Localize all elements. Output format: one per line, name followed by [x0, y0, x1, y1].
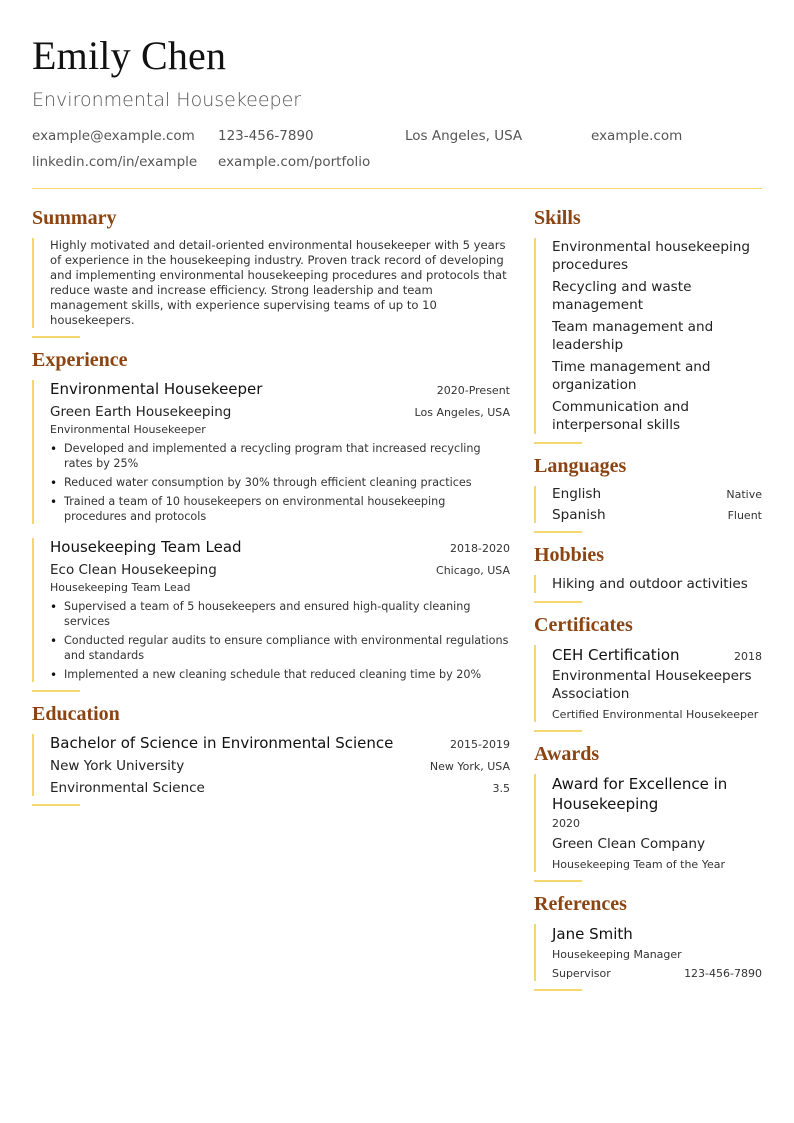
education-field: Environmental Science [50, 780, 205, 796]
language-name: English [552, 486, 602, 502]
summary-body [32, 238, 510, 328]
reference-position: Housekeeping Manager [552, 948, 682, 961]
references-section [534, 892, 762, 991]
certificates-section [534, 613, 762, 732]
languages-heading: Languages [534, 455, 627, 477]
section-underline [534, 730, 582, 732]
job-company: Eco Clean Housekeeping [50, 562, 217, 578]
job-location: Los Angeles, USA [414, 406, 510, 419]
job-role: Housekeeping Team Lead [50, 581, 191, 594]
references-heading: References [534, 893, 627, 915]
job-location: Chicago, USA [436, 564, 510, 577]
certificate-entry [534, 645, 762, 722]
education-section [32, 702, 510, 806]
experience-section [32, 348, 510, 692]
language-row [552, 486, 762, 502]
skill-item: Time management and organization [552, 359, 711, 393]
award-year: 2020 [552, 817, 580, 830]
awards-heading: Awards [534, 743, 600, 765]
job-role: Environmental Housekeeper [50, 423, 206, 436]
hobbies-heading: Hobbies [534, 544, 605, 566]
summary-section [32, 206, 510, 338]
language-level: Native [726, 488, 762, 501]
award-entry [534, 774, 762, 872]
contact-linkedin[interactable]: linkedin.com/in/example [32, 154, 198, 170]
section-underline [534, 531, 582, 533]
job-bullet: • Trained a team of 10 housekeepers on environmental housekeeping procedures and protocols [50, 494, 510, 524]
candidate-title: Environmental Housekeeper [32, 89, 302, 111]
job-title: Housekeeping Team Lead [50, 538, 242, 556]
education-gpa: 3.5 [492, 782, 510, 795]
job-bullet: • Supervised a team of 5 housekeepers and ensured high-quality cleaning services [50, 599, 510, 629]
job-title: Environmental Housekeeper [50, 380, 263, 398]
certificate-name: CEH Certification [552, 646, 680, 664]
language-row [552, 507, 762, 523]
contact-location: Los Angeles, USA [405, 128, 523, 144]
languages-section [534, 454, 762, 533]
award-description: Housekeeping Team of the Year [552, 858, 725, 871]
skills-heading: Skills [534, 207, 581, 229]
section-underline [534, 601, 582, 603]
skills-list [534, 238, 762, 434]
certificate-description: Certified Environmental Housekeeper [552, 708, 759, 721]
languages-list [534, 486, 762, 523]
hobbies-section [534, 543, 762, 603]
award-issuer: Green Clean Company [552, 836, 706, 852]
skills-section [534, 206, 762, 444]
certificates-heading: Certificates [534, 614, 633, 636]
right-column [534, 206, 762, 1001]
awards-section [534, 742, 762, 882]
job-bullet: • Reduced water consumption by 30% through efficient cleaning practices [50, 475, 510, 490]
hobbies-list [534, 575, 762, 593]
award-name: Award for Excellence in Housekeeping [552, 775, 728, 813]
skill-item: Environmental housekeeping procedures [552, 239, 750, 273]
skill-item: Recycling and waste management [552, 279, 692, 313]
job-company: Green Earth Housekeeping [50, 404, 232, 420]
summary-text: Highly motivated and detail-oriented environmental housekeeper with 5 years of experience in the housekeeping industry. Proven track record of developing and implementing environmental housekeeping procedures and protocols that reduce waste and increase efficiency. Strong leadership and team management skills, with experience supervising teams of up to 10 housekeepers. [50, 238, 507, 327]
education-body [32, 734, 510, 796]
education-heading: Education [32, 703, 120, 725]
job-bullet: • Conducted regular audits to ensure compliance with environmental regulations and standards [50, 633, 510, 663]
reference-relation: Supervisor [552, 967, 611, 980]
job-entry [32, 538, 510, 682]
education-dates: 2015-2019 [450, 738, 510, 751]
reference-entry [534, 924, 762, 981]
section-underline [32, 336, 80, 338]
job-bullet: • Developed and implemented a recycling program that increased recycling rates by 25% [50, 441, 510, 471]
section-underline [32, 690, 80, 692]
hobby-item: Hiking and outdoor activities [552, 576, 748, 592]
skill-item: Communication and interpersonal skills [552, 399, 690, 433]
education-school: New York University [50, 758, 185, 774]
job-bullets [50, 441, 510, 524]
experience-heading: Experience [32, 349, 128, 371]
contact-email[interactable]: example@example.com [32, 128, 195, 144]
job-entry [32, 380, 510, 524]
education-location: New York, USA [429, 760, 510, 773]
section-underline [534, 442, 582, 444]
language-level: Fluent [727, 509, 762, 522]
certificate-issuer: Environmental Housekeepers Association [552, 668, 752, 702]
job-dates: 2020-Present [436, 384, 510, 397]
contact-phone[interactable]: 123-456-7890 [218, 128, 314, 144]
reference-phone[interactable]: 123-456-7890 [684, 967, 762, 980]
contact-website[interactable]: example.com [591, 128, 683, 144]
section-underline [534, 880, 582, 882]
certificate-year: 2018 [734, 650, 762, 663]
skill-item: Team management and leadership [552, 319, 714, 353]
job-bullet: • Implemented a new cleaning schedule that reduced cleaning time by 20% [50, 667, 510, 682]
header-divider [32, 188, 762, 189]
section-underline [534, 989, 582, 991]
language-name: Spanish [552, 507, 606, 523]
job-dates: 2018-2020 [450, 542, 510, 555]
candidate-name: Emily Chen [32, 33, 227, 78]
left-column [32, 206, 510, 816]
contact-portfolio[interactable]: example.com/portfolio [218, 154, 371, 170]
education-degree: Bachelor of Science in Environmental Science [50, 734, 394, 752]
summary-heading: Summary [32, 207, 117, 229]
job-bullets [50, 599, 510, 682]
section-underline [32, 804, 80, 806]
reference-name: Jane Smith [552, 925, 633, 943]
